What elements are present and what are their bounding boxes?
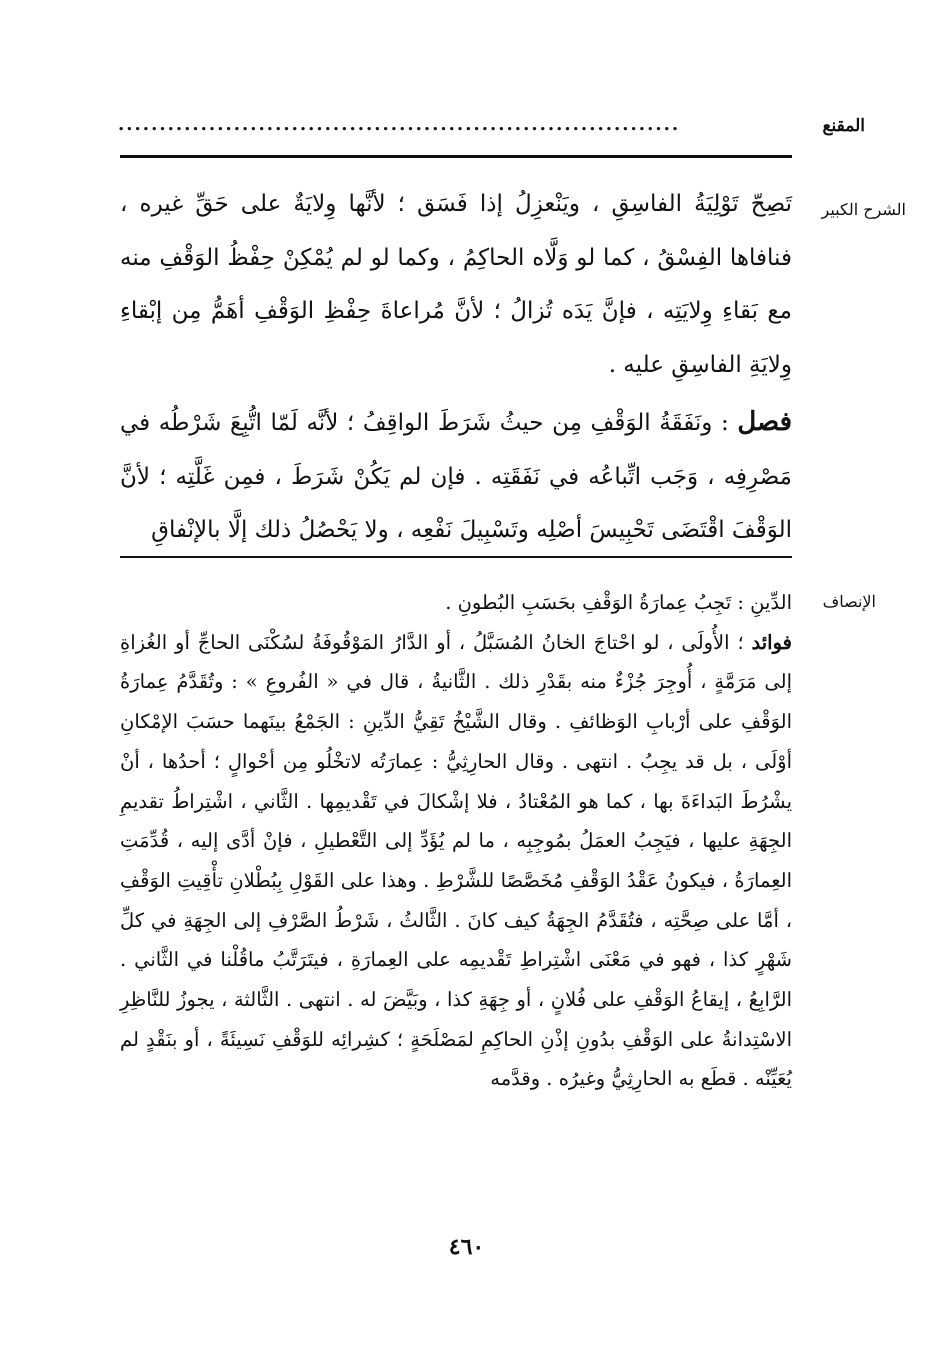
section-divider <box>120 556 792 558</box>
sharh-text-block <box>120 178 792 558</box>
insaf-text-block <box>120 583 792 1099</box>
insaf-line-1: الدِّينِ : تَجِبُ عِمارَةُ الوَقْفِ بحَسَبِ البُطونِ . <box>445 591 792 614</box>
header-rule <box>120 155 792 158</box>
sharh-paragraph-2-body: : ونَفَقَةُ الوَقْفِ مِن حيثُ شَرَطَ الواقِفُ ؛ لأنَّه لَمّا اتُّبِعَ شَرْطُه في مَصْرِفِه ، وَجَب اتِّباعُه في نَفَقَتِه . فإن لم يَكُنْ شَرَطَ ، فمِن غَلَّتِه ؛ لأنَّ الوَقْفَ اقْتَضَى تَحْبِيسَ أصْلِه وتَسْبِيلَ نَفْعِه ، ولا يَحْصُلُ ذلك إلَّا بالإنْفاقِ <box>120 410 792 543</box>
sharh-paragraph-1: تَصِحّ تَوْلِيَةُ الفاسِقِ ، ويَنْعزِلُ إذا فَسَق ؛ لأنَّها وِلايَةٌ على حَقِّ غيره ، فنافاها الفِسْقُ ، كما لو وَلَّاه الحاكِمُ ، وكما لو لم يُمْكِنْ حِفْظُ الوَقْفِ منه مع بَقاءِ وِلايَتِه ، فإنَّ يَدَه تُزالُ ؛ لأنَّ مُراعاةَ حِفْظِ الوَقْفِ أهَمُّ مِن إبْقاءِ وِلايَةِ الفاسِقِ عليه . <box>120 191 792 378</box>
section-label-sharh: الشرح الكبير <box>821 200 906 219</box>
insaf-paragraph-body: ؛ الأُولَى ، لو احْتاجَ الخانُ المُسَبَّلُ ، أو الدَّارُ المَوْقُوفَةُ لسُكْنَى الحاجِّ أو الغُزاةِ إلى مَرَمَّةٍ ، أُوجِرَ جُزْءٌ منه بقَدْرِ ذلك . الثَّانيةُ ، قال في « الفُروعِ » : وتُقَدَّمُ عِمارَةُ الوَقْفِ على أرْبابِ الوَظائفِ . وقال الشَّيْخُ تَقِيُّ الدِّينِ : الجَمْعُ بينَهما حسَبَ الإمْكانِ أوْلَى ، بل قد يجِبُ . انتهى . وقال الحارِثِيُّ : عِمارَتُه لاتخْلُو مِن أحْوالٍ ؛ أحدُها ، أنْ يشْرُطَ البَداءَةَ بها ، كما هو المُعْتادُ ، فلا إشْكالَ في تَقْديمِها . الثَّاني ، اشْتِراطُ تقديمِ الجِهَةِ عليها ، فيَجِبُ العمَلُ بمُوجِبِه ، ما لم يُؤَدِّ إلى التَّعْطيلِ ، فإنْ أدَّى إليه ، قُدِّمَتِ العِمارَةُ ، فيكونُ عَقْدُ الوَقْفِ مُخَصَّصًا للشَّرْطِ . وهذا على القَوْلِ بِبُطْلانِ تأْقِيتِ الوَقْفِ ، أمَّا على صِحَّتِه ، فتُقَدَّمُ الجِهَةُ كيف كانَ . الثَّالثُ ، شَرْطُ الصَّرْفِ إلى الجِهَةِ في كلِّ شَهْرٍ كذا ، فهو في مَعْنَى اشْتِراطِ تَقْديمِه على العِمارَةِ ، فيتَرَتَّبُ ماقُلْنا في الثَّاني . الرَّابِعُ ، إيقاعُ الوَقْفِ على فُلانٍ ، أو جِهَةِ كذا ، وبَيَّضَ له . انتهى . الثَّالثة ، يجوزُ للنَّاظِرِ الاسْتِدانةُ على الوَقْفِ بدُونِ إذْنِ الحاكِمِ لمَصْلَحَةٍ ؛ كشِرائِه للوَقْفِ نَسِيئَةً ، أو بنَقْدٍ لم يُعَيِّنْه . قطَع به الحارِثِيُّ وغيرُه . وقدَّمه <box>120 630 792 1091</box>
sharh-paragraph-2 <box>120 396 792 558</box>
fasl-heading: فصل <box>737 407 792 437</box>
fawaid-heading: فوائد <box>751 630 792 654</box>
running-header-dots: .................................................................... <box>118 114 681 134</box>
running-header-title: المقنع <box>822 116 865 136</box>
insaf-paragraph <box>120 623 792 1099</box>
page-number: ٤٦٠ <box>448 1234 485 1260</box>
section-label-insaf: الإنصاف <box>822 592 876 611</box>
